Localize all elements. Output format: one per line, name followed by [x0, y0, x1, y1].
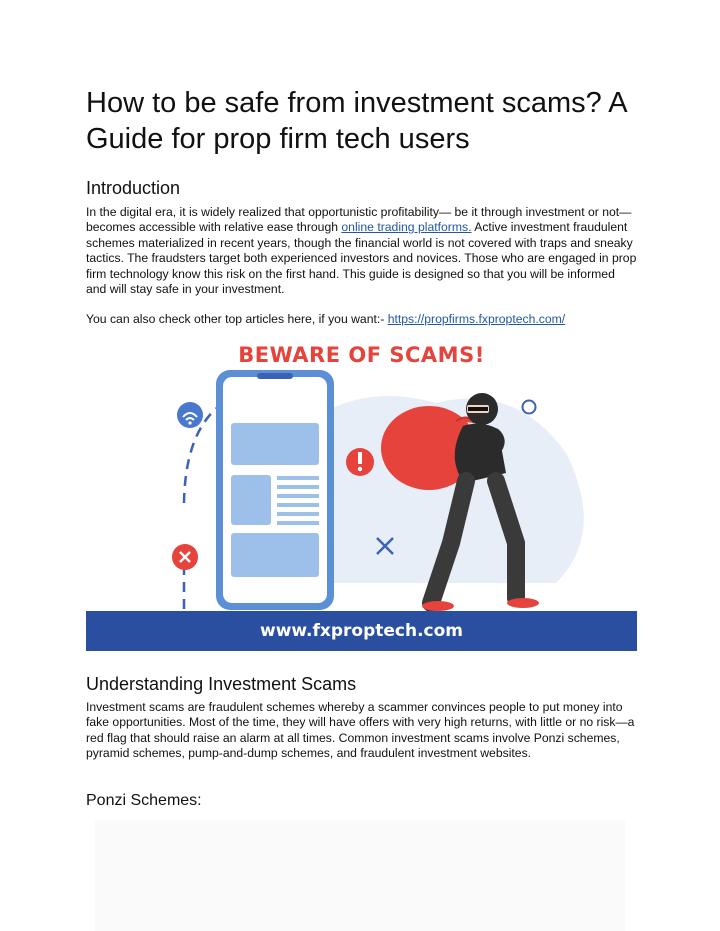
scam-illustration	[86, 333, 637, 611]
circle-icon	[523, 401, 536, 414]
introduction-paragraph	[86, 205, 638, 297]
phone-illustration	[216, 370, 334, 610]
alert-icon	[346, 448, 374, 476]
introduction-heading: Introduction	[86, 178, 181, 198]
close-icon	[172, 544, 198, 570]
wifi-icon	[177, 402, 203, 428]
propfirms-link[interactable]: https://propfirms.fxproptech.com/	[387, 312, 566, 326]
other-articles-text: You can also check other top articles here, if you want:-	[86, 312, 388, 326]
other-articles-paragraph	[86, 312, 638, 327]
faint-background-region	[95, 820, 625, 931]
banner-url: www.fxproptech.com	[259, 621, 463, 641]
banner-url-bar	[86, 611, 637, 651]
beware-headline: BEWARE OF SCAMS!	[238, 343, 485, 367]
understanding-paragraph: Investment scams are fraudulent schemes whereby a scammer convinces people to put money into fake opportunities. Most of the time, they will have offers with very high returns, with little or no risk—a red flag that should raise an alarm at all times. Common investment scams involve Ponzi schemes, pyramid schemes, pump-and-dump schemes, and fraudulent investment websites.	[86, 700, 635, 761]
online-trading-platforms-link[interactable]: online trading platforms.	[341, 220, 472, 235]
page-title: How to be safe from investment scams? A Guide for prop firm tech users	[86, 87, 626, 155]
introduction-text-before-link: In the digital era, it is widely realized that opportunistic profitability— be it through investment or not— becomes accessible with relative ease through	[86, 205, 632, 235]
scam-banner-image	[86, 333, 637, 651]
understanding-heading: Understanding Investment Scams	[86, 674, 357, 694]
introduction-text-after-link: Active investment fraudulent schemes materialized in recent years, though the financial world is not covered with traps and sneaky tactics. The fraudsters target both experienced investors and novices. Those who are engaged in prop firm technology know this risk on the first hand. This guide is designed so that you will be informed and will stay safe in your investment.	[86, 220, 637, 297]
ponzi-heading: Ponzi Schemes:	[86, 792, 202, 809]
